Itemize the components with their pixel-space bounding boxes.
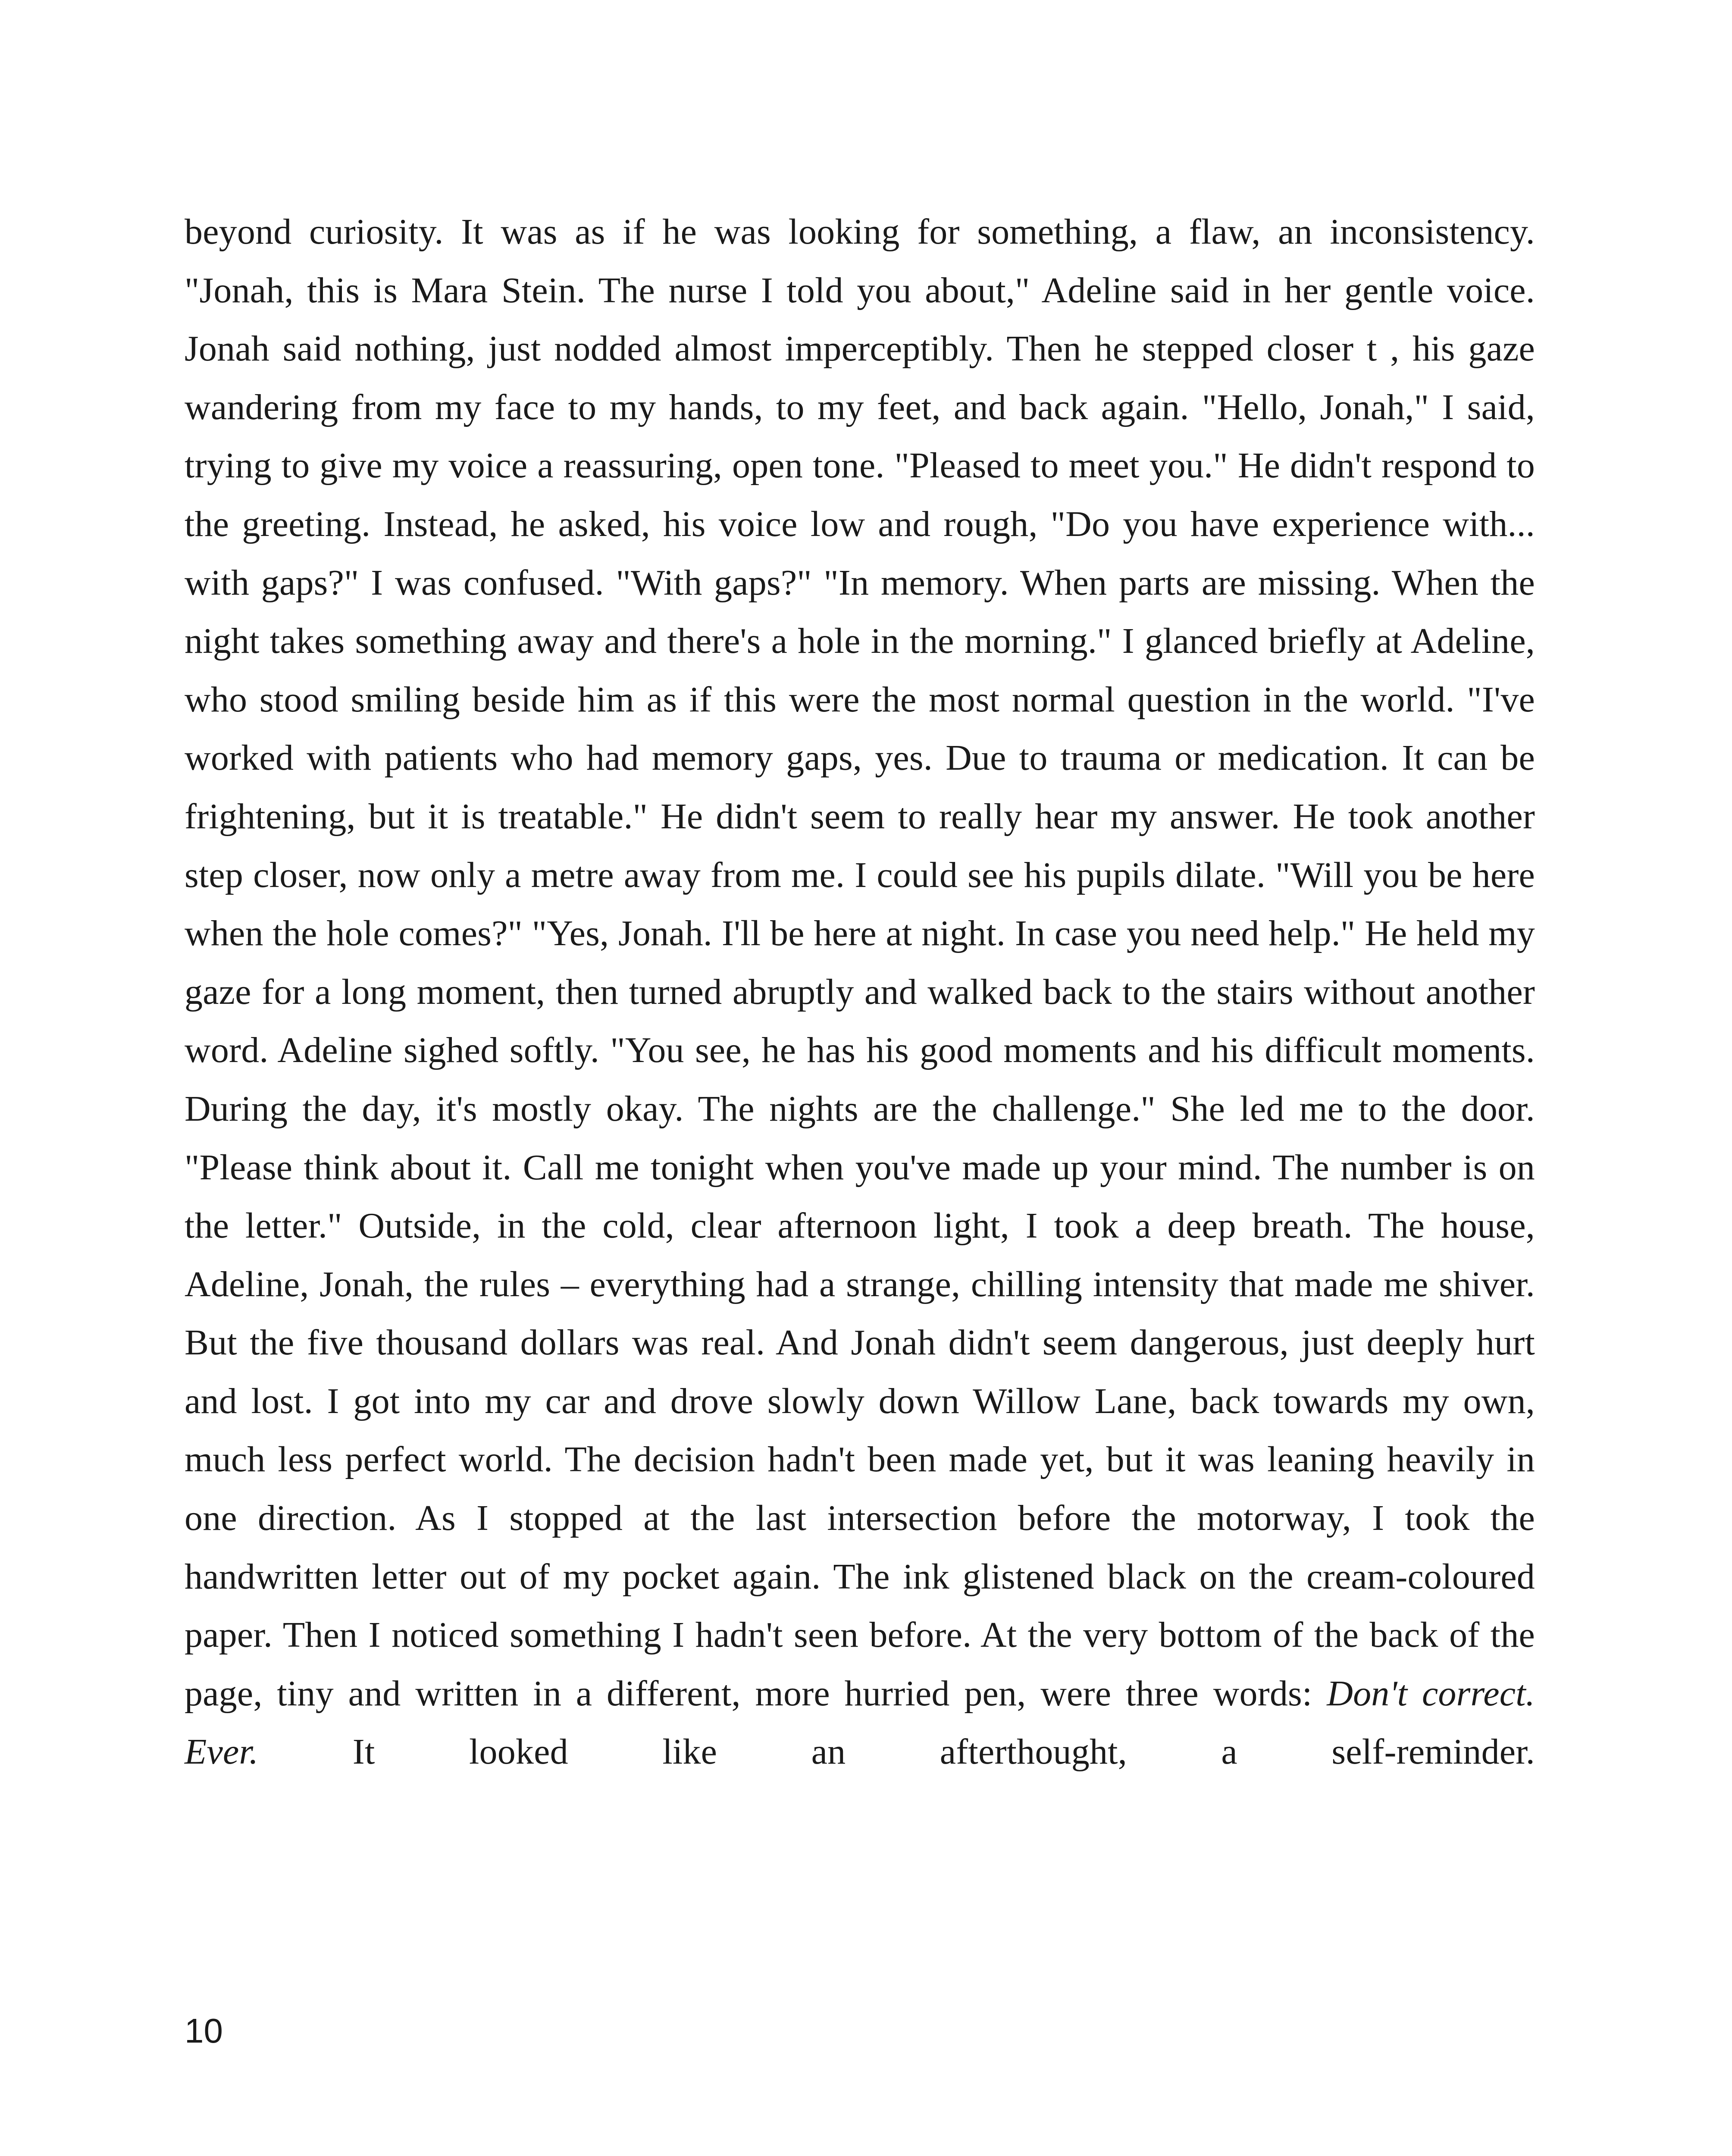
page-number: 10 <box>185 2012 223 2050</box>
body-paragraph <box>185 203 1535 1781</box>
body-text-tail: It looked like an afterthought, a self-reminder. <box>258 1732 1535 1772</box>
body-text-main: beyond curiosity. It was as if he was looking for something, a flaw, an inconsistency. "Jonah, this is Mara Stein. The nurse I told you about," Adeline said in her gentle voice. Jonah said nothing, just nodded almost imperceptibly. Then he stepped closer t , his gaze wandering from my face to my hands, to my feet, and back again. "Hello, Jonah," I said, trying to give my voice a reassuring, open tone. "Pleased to meet you." He didn't respond to the greeting. Instead, he asked, his voice low and rough, "Do you have experience with... with gaps?" I was confused. "With gaps?" "In memory. When parts are missing. When the night takes something away and there's a hole in the morning." I glanced briefly at Adeline, who stood smiling beside him as if this were the most normal question in the world. "I've worked with patients who had memory gaps, yes. Due to trauma or medication. It can be frightening, but it is treatable." He didn't seem to really hear my answer. He took another step closer, now only a metre away from me. I could see his pupils dilate. "Will you be here when the hole comes?" "Yes, Jonah. I'll be here at night. In case you need help." He held my gaze for a long moment, then turned abruptly and walked back to the stairs without another word. Adeline sighed softly. "You see, he has his good moments and his difficult moments. During the day, it's mostly okay. The nights are the challenge." She led me to the door. "Please think about it. Call me tonight when you've made up your mind. The number is on the letter." Outside, in the cold, clear afternoon light, I took a deep breath. The house, Adeline, Jonah, the rules – everything had a strange, chilling intensity that made me shiver. But the five thousand dollars was real. And Jonah didn't seem dangerous, just deeply hurt and lost. I got into my car and drove slowly down Willow Lane, back towards my own, much less perfect world. The decision hadn't been made yet, but it was leaning heavily in one direction. As I stopped at the last intersection before the motorway, I took the handwritten letter out of my pocket again. The ink glistened black on the cream-coloured paper. Then I noticed something I hadn't seen before. At the very bottom of the back of the page, tiny and written in a different, more hurried pen, were three words: <box>185 212 1535 1714</box>
italic-quote: Don't correct. Ever. <box>185 1673 1535 1772</box>
